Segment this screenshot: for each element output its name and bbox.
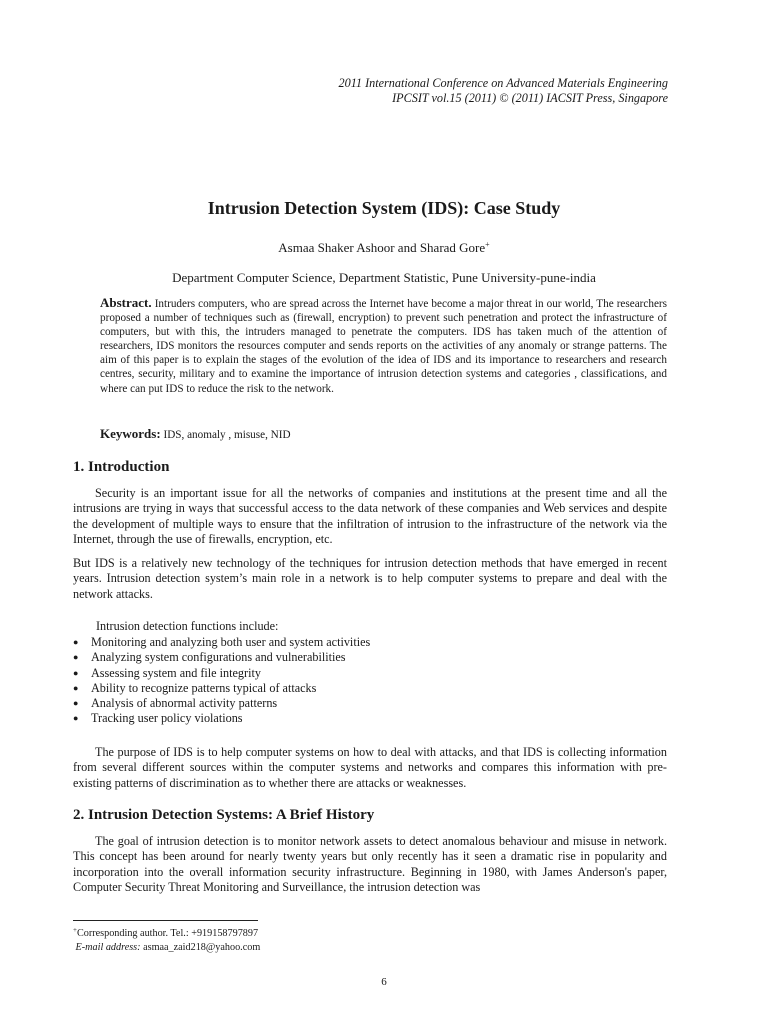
conference-name: 2011 International Conference on Advanced Materials Engineering <box>338 76 668 90</box>
functions-lead: Intrusion detection functions include: <box>96 619 279 633</box>
abstract-label: Abstract. <box>100 295 152 310</box>
bullet-icon: ● <box>73 652 79 663</box>
bullet-icon: ● <box>73 698 79 709</box>
affiliation: Department Computer Science, Department Statistic, Pune University-pune-india <box>172 270 596 285</box>
list-item: ● Assessing system and file integrity <box>73 665 261 680</box>
list-item: ● Tracking user policy violations <box>73 711 243 726</box>
intro-paragraph-3-text: The purpose of IDS is to help computer systems on how to deal with attacks, and that IDS is collecting information from several different sources within the computer systems and networks and compares this information with pre-existing patterns of discrimination as to whether there are attacks or weaknesses. <box>73 745 667 790</box>
list-item: ● Analysis of abnormal activity patterns <box>73 696 278 711</box>
keywords <box>100 426 291 442</box>
intro-paragraph-1 <box>73 486 667 548</box>
footnote-email-line <box>73 941 260 955</box>
bullet-icon: ● <box>73 713 79 724</box>
authors-line <box>0 240 768 256</box>
email-address: asmaa_zaid218@yahoo.com <box>143 942 261 953</box>
authors: Asmaa Shaker Ashoor and Sharad Gore <box>278 240 486 255</box>
bullet-icon: ● <box>73 637 79 647</box>
footnote-corresponding: +Corresponding author. Tel.: +919158797897 <box>73 926 259 939</box>
list-item: ● Analyzing system configurations and vulnerabilities <box>73 650 346 665</box>
footnote <box>73 923 260 955</box>
intro-paragraph-1-text: Security is an important issue for all the networks of companies and institutions at the present time and all the intrusions are trying in ways that successful access to the data network of these companies and Web services and despite the development of multiple ways to ensure that the infiltration of intrusion to the infrastructure of the network via the Internet, through the use of firewalls, encryption, etc. <box>73 486 667 547</box>
history-paragraph-1 <box>73 834 667 896</box>
publication-info: IPCSIT vol.15 (2011) © (2011) IACSIT Press, Singapore <box>392 91 668 105</box>
paper-title: Intrusion Detection System (IDS): Case Study <box>207 198 561 218</box>
email-label: E-mail address: <box>75 942 141 953</box>
intro-paragraph-3 <box>73 745 667 791</box>
list-item: ● Ability to recognize patterns typical of attacks <box>73 680 317 695</box>
footnote-mark: + <box>73 926 77 934</box>
section-1-heading: 1. Introduction <box>73 459 170 475</box>
conference-header <box>339 76 668 106</box>
functions-list <box>73 635 370 727</box>
section-2-heading: 2. Intrusion Detection Systems: A Brief History <box>73 807 375 823</box>
history-paragraph-1-text: The goal of intrusion detection is to monitor network assets to detect anomalous behaviour and misuse in network. This concept has been around for nearly twenty years but only recently has it seen a dramatic rise in popularity and incorporation into the overall information security infrastructure. Beginning in 1980, with James Anderson's paper, Computer Security Threat Monitoring and Surveillance, the intrusion detection was <box>73 834 667 895</box>
bullet-icon: ● <box>73 667 79 678</box>
keywords-text: IDS, anomaly , misuse, NID <box>163 429 291 441</box>
intro-paragraph-2: But IDS is a relatively new technology of the techniques for intrusion detection methods that have emerged in recent years. Intrusion detection system’s main role in a network is to help computer systems to prepare and deal with the network attacks. <box>73 556 667 601</box>
page-number: 6 <box>381 976 387 988</box>
footnote-rule <box>73 920 258 921</box>
abstract-text: Intruders computers, who are spread across the Internet have become a major threat in our world, The researchers proposed a number of techniques such as (firewall, encryption) to prevent such penetration and protect the infrastructure of computers, but with this, the intruders managed to penetrate the computers. IDS has taken much of the attention of researchers, IDS monitors the resources computer and sends reports on the activities of any anomaly or strange patterns. The aim of this paper is to explain the stages of the evolution of the idea of IDS and its importance to researchers and research centres, security, military and to examine the importance of intrusion detection systems and categories , classifications, and where can put IDS to reduce the risk to the network. <box>100 298 668 395</box>
bullet-icon: ● <box>73 682 79 693</box>
abstract <box>100 296 667 396</box>
list-item: ● Monitoring and analyzing both user and system activities <box>73 635 371 649</box>
author-footnote-mark: + <box>485 240 490 249</box>
keywords-label: Keywords: <box>100 426 161 441</box>
